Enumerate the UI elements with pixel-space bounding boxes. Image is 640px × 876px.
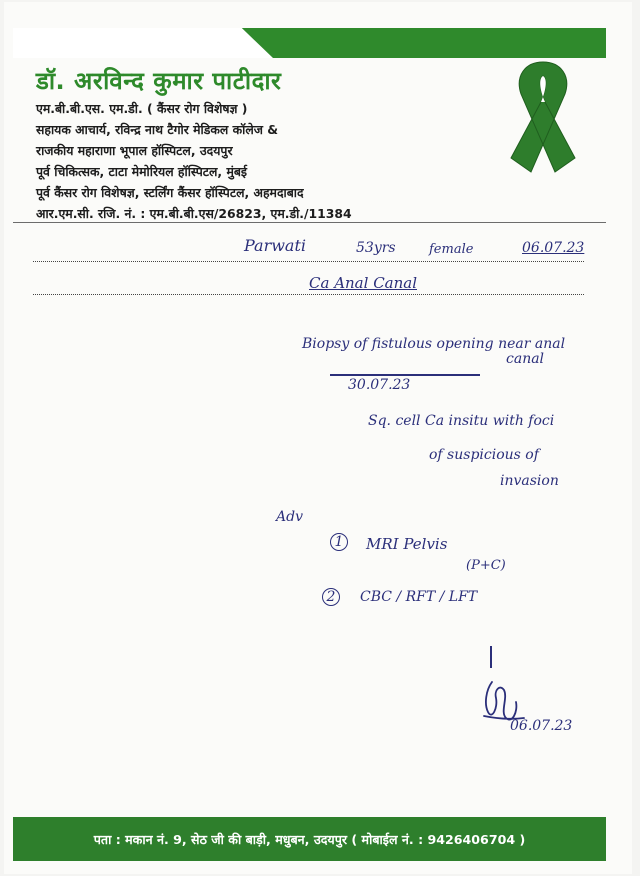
histopathology-finding: Sq. cell Ca insitu with foci (368, 413, 555, 429)
advice-item-1-number: 1 (330, 533, 348, 551)
patient-dotted-line (33, 261, 584, 262)
patient-sex: female (429, 242, 474, 257)
cancer-awareness-ribbon-icon (497, 58, 589, 178)
footer-address: पता : मकान नं. 9, सेठ जी की बाड़ी, मधुबन, उदयपुर ( मोबाईल नं. : 9426406704 ) (93, 831, 526, 847)
biopsy-date: 30.07.23 (348, 377, 411, 393)
biopsy-description: Biopsy of fistulous opening near anal (302, 336, 566, 352)
credential-former-sterling: पूर्व कैंसर रोग विशेषज्ञ, स्टर्लिंग कैंसर हॉस्पिटल, अहमदाबाद (36, 185, 304, 200)
advice-item-2-number: 2 (322, 588, 340, 606)
header-divider (13, 222, 606, 223)
footer-green-bar (13, 817, 606, 861)
patient-age: 53yrs (356, 240, 396, 256)
credential-degree: एम.बी.बी.एस. एम.डी. ( कैंसर रोग विशेषज्ञ ) (36, 101, 248, 116)
prescription-date: 06.07.23 (522, 240, 585, 256)
header-bar-white-notch (13, 28, 273, 58)
advice-item-1-note: (P+C) (466, 558, 506, 573)
credential-former-tata: पूर्व चिकित्सक, टाटा मेमोरियल हॉस्पिटल, मुंबई (36, 164, 248, 179)
advice-item-2: CBC / RFT / LFT (360, 589, 478, 605)
header-green-bar (13, 28, 606, 58)
diagnosis-dotted-line (33, 294, 584, 295)
signature-date: 06.07.23 (510, 718, 573, 734)
biopsy-description-cont: canal (506, 351, 545, 367)
credential-assistant-professor: सहायक आचार्य, रविन्द्र नाथ टैगोर मेडिकल कॉलेज & (36, 122, 279, 137)
diagnosis: Ca Anal Canal (309, 274, 418, 292)
patient-name: Parwati (244, 236, 307, 255)
credential-hospital: राजकीय महाराणा भूपाल हॉस्पिटल, उदयपुर (36, 143, 233, 158)
credential-registration: आर.एम.सी. रजि. नं. : एम.बी.बी.एस/26823, एम.डी./11384 (36, 206, 352, 221)
doctor-name: डॉ. अरविन्द कुमार पाटीदार (36, 67, 282, 95)
biopsy-underline (330, 374, 480, 376)
advice-label: Adv (276, 509, 303, 525)
ink-stroke-mark (490, 646, 492, 668)
advice-item-1: MRI Pelvis (366, 535, 448, 553)
histopathology-finding-end: invasion (500, 473, 559, 489)
histopathology-finding-cont: of suspicious of (429, 447, 539, 463)
